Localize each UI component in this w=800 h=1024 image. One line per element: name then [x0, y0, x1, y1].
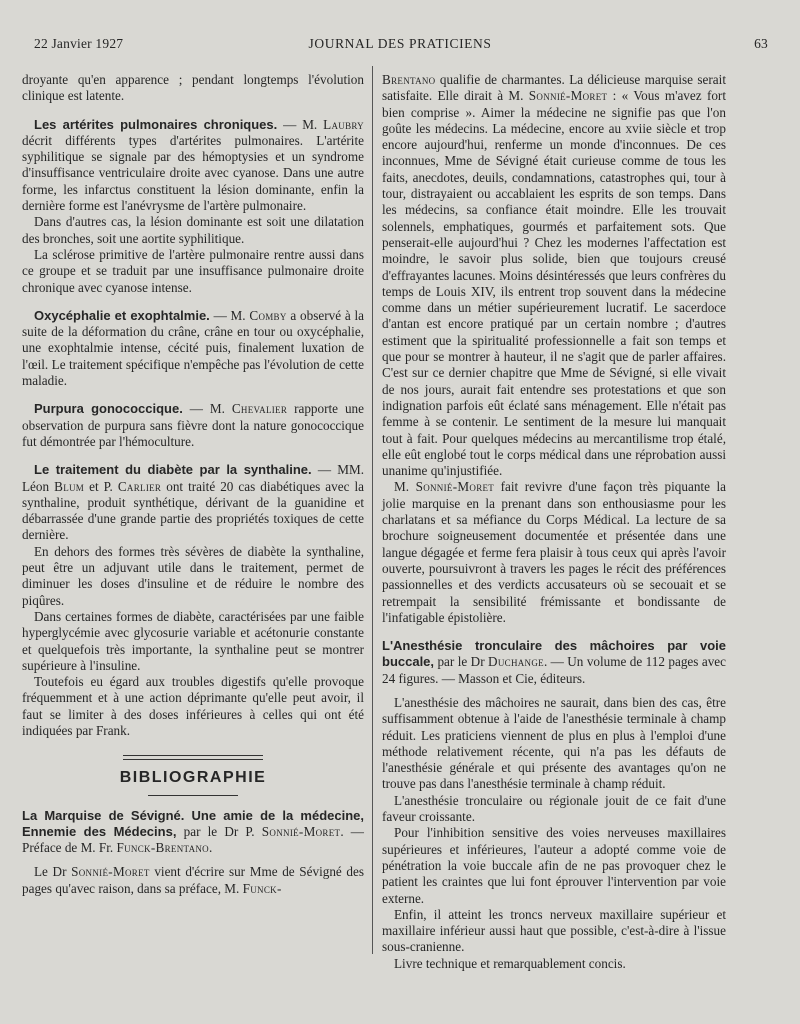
author-name: Duchange — [488, 654, 544, 670]
right-column — [382, 72, 726, 972]
paragraph-continuation: droyante qu'en apparence ; pendant longtemps l'évolution clinique est latente. — [22, 72, 364, 104]
page-number: 63 — [754, 36, 768, 51]
paragraph: Dans certaines formes de diabète, caractérisées par une faible hyperglycémie avec glycosurie variable et acétonurie constante et quelquefois très importante, la synthaline peut se montrer supérieure à l'insuline. — [22, 608, 364, 673]
author-name: Sonnié-Moret — [528, 88, 608, 104]
paragraph: Livre technique et remarquablement concis. — [394, 955, 626, 971]
paragraph: Le Dr Sonnié-Moret vient d'écrire sur Mme de Sévigné des pages qu'avec raison, dans sa préface, M. Funck- — [22, 864, 365, 896]
book-entry-anesthesie: L'Anesthésie tronculaire des mâchoires par voie buccale, par le Dr Duchange. — Un volume de 112 pages avec 24 figures. — Masson et Cie, éditeurs. — [382, 638, 726, 686]
article-title-diabete: Le traitement du diabète par la synthaline. — [34, 462, 312, 478]
paragraph: M. Sonnié-Moret fait revivre d'une façon très piquante la jolie marquise en la prenant dans son enthousiasme pour les charlatans et sa méfiance du Corps Médical. La lecture de sa brochure soigneusement documentée et présentée dans une langue dégagée et ferme fera plaisir à tous ceux qui après l'avoir ouverte, poursuivront à travers les pages le récit des préférences passionnelles et des verdicts accusateurs où se secouait et se retrempait la sensibilité frémissante et bondissante de l'infatigable épistolière. — [382, 479, 726, 625]
article-title-oxycephalie: Oxycéphalie et exophtalmie. — [34, 307, 210, 323]
double-rule — [123, 755, 263, 760]
paragraph: Toutefois eu égard aux troubles digestifs qu'elle provoque fréquemment et à une action déprimante qu'elle peut avoir, il faut se limiter à des doses inférieures à celles qui ont été indiquées par Frank. — [22, 674, 364, 738]
paragraph: Enfin, il atteint les troncs nerveux maxillaire supérieur et maxillaire inférieur aussi haut que possible, c'est-à-dire à l'issue sous-cranienne. — [382, 906, 726, 955]
book-title: La Marquise de Sévigné. Une amie de la médecine, Ennemie des Médecins, — [22, 807, 364, 839]
page-header — [22, 36, 778, 54]
left-column — [22, 72, 364, 897]
author-name: Comby — [249, 307, 287, 323]
article-oxycephalie: Oxycéphalie et exophtalmie. — M. Comby a observé à la suite de la déformation du crâne, crâne en tour ou oxycéphalie, une exophtalmie intense, cécité puis, finalement luxation de l'œil. Le traitement spécifique n'empêche pas l'évolution de cette maladie. — [22, 307, 364, 389]
author-name: Brentano — [382, 72, 436, 87]
paragraph: Pour l'inhibition sensitive des voies nerveuses maxillaires supérieures et inférieures, l'auteur a adopté comme voie de pénétration la voie buccale afin de ne pas provoquer chez le patient les craintes que lui font éprouver l'intervention par voie externe. — [382, 825, 726, 906]
article-title-arterites: Les artérites pulmonaires chroniques. — [34, 116, 278, 132]
paragraph-continuation: Brentano qualifie de charmantes. La délicieuse marquise serait satisfaite. Elle dirait à M. Sonnié-Moret : « Vous m'avez fort bien comprise ». Aimer la médecine ne signifie pas que l'on goûte les médecins. La médecine, encore au xviie siècle et trop encore aujourd'hui, renferme un monde d'inconnues. De ces inconnues, Mme de Sévigné était curieuse comme de tous les faits, anecdotes, deuils, condamnations, catastrophes qui, tour à tour, distrayaient ou accablaient les esprits de son temps. Dans les médecins, sa confiance était moindre. Elle les trouvait solennels, emphatiques, gourmés et parfaitement sots. Que penserait-elle aujourd'hui ? Chez les modernes l'affectation est moindre, le savoir plus solide, bien que toujours creusé d'effrayantes lacunes. Moins désintéressés que leurs confrères du temps de Louis XIV, ils entrent trop souvent dans la médecine comme dans un métier supérieurement lucratif. Le sacerdoce d'antan est encore pratiqué par un certain nombre ; d'autres estiment que la spiritualité professionnelle a fait son temps et que pour se montrer à hauteur, il ne s'agit que de parler affaires. C'est sur ce dernier chapitre que Mme de Sévigné, si elle vivait de nos jours, aurait fait entendre ses protestations et que son indignation parfois eût éclaté sans ménagement. Elle n'était pas femme à se contenir. Le sentiment de la mesure lui manquait tout à fait. Pour quelques médecins au mercantilisme trop étalé, elle eût englobé tout le corps médical dans une réprobation aussi unanime qu'injustifiée. — [382, 72, 726, 479]
section-title-bibliographie: BIBLIOGRAPHIE — [119, 769, 267, 787]
book-entry-sevigne: La Marquise de Sévigné. Une amie de la médecine, Ennemie des Médecins, par le Dr P. Sonnié-Moret. — Préface de M. Fr. Funck-Brentano. — [22, 807, 364, 856]
header-date: 22 Janvier 1927 — [34, 36, 124, 51]
author-name: Sonnié-Moret — [71, 864, 150, 880]
article-purpura: Purpura gonococcique. — M. Chevalier rapporte une observation de purpura sans fièvre dont la nature gonococcique fut démontrée par l'hémoculture. — [22, 401, 364, 449]
paragraph: La sclérose primitive de l'artère pulmonaire rentre aussi dans ce groupe et se traduit par une insuffisance pulmonaire droite chronique avec cyanose intense. — [22, 246, 364, 295]
author-name: Carlier — [117, 478, 162, 494]
author-name: Sonnié-Moret — [415, 479, 495, 495]
author-name: Sonnié-Moret — [261, 823, 341, 839]
paragraph: Dans d'autres cas, la lésion dominante est soit une dilatation des bronches, soit une aortite syphilitique. — [22, 214, 364, 246]
author-name: Funck-Brentano — [116, 840, 209, 856]
author-name: Chevalier — [231, 401, 288, 417]
author-name: Laubry — [323, 116, 364, 132]
journal-title: JOURNAL DES PRATICIENS — [308, 36, 492, 51]
author-name: Funck- — [242, 880, 282, 896]
paragraph: L'anesthésie des mâchoires ne saurait, dans bien des cas, être suffisamment obtenue à l'aide de l'anesthésie terminale à champ réduit. Les praticiens viennent de plus en plus à l'emploi d'une méthode relativement récente, qui n'a pas les défauts de l'anesthésie générale et qui présente des avantages qu'on ne trouve pas dans l'anesthésie terminale à champ réduit. — [382, 694, 726, 792]
bibliography-header — [22, 755, 364, 795]
article-title-purpura: Purpura gonococcique. — [34, 401, 183, 417]
column-divider — [372, 66, 373, 954]
paragraph: En dehors des formes très sévères de diabète la synthaline, peut être un adjuvant utile dans le traitement, permet de diminuer les doses d'insuline et de réduire le nombre des piqûres. — [22, 543, 364, 608]
paragraph: L'anesthésie tronculaire ou régionale jouit de ce fait d'une faveur croissante. — [382, 792, 726, 825]
article-diabete: Le traitement du diabète par la synthaline. — MM. Léon Blum et P. Carlier ont traité 20 cas diabétiques avec la synthaline, produit synthétique, dérivant de la guanidine et débarrassée d'une grande partie des propriétés toxiques de cette dernière. — [22, 462, 364, 543]
author-name: Blum — [54, 478, 85, 494]
book-title: L'Anesthésie tronculaire des mâchoires par voie buccale, — [382, 638, 726, 670]
rule — [148, 795, 238, 796]
article-arterites: Les artérites pulmonaires chroniques. — M. Laubry décrit différents types d'artérites pulmonaires. L'artérite syphilitique se signale par des hémoptysies et un syndrome d'insuffisance ventriculaire droite avec cyanose. Dans une autre forme, les infarctus constituent la lésion dominante, enfin la dernière forme est l'anévrysme de l'artère pulmonaire. — [22, 116, 364, 214]
